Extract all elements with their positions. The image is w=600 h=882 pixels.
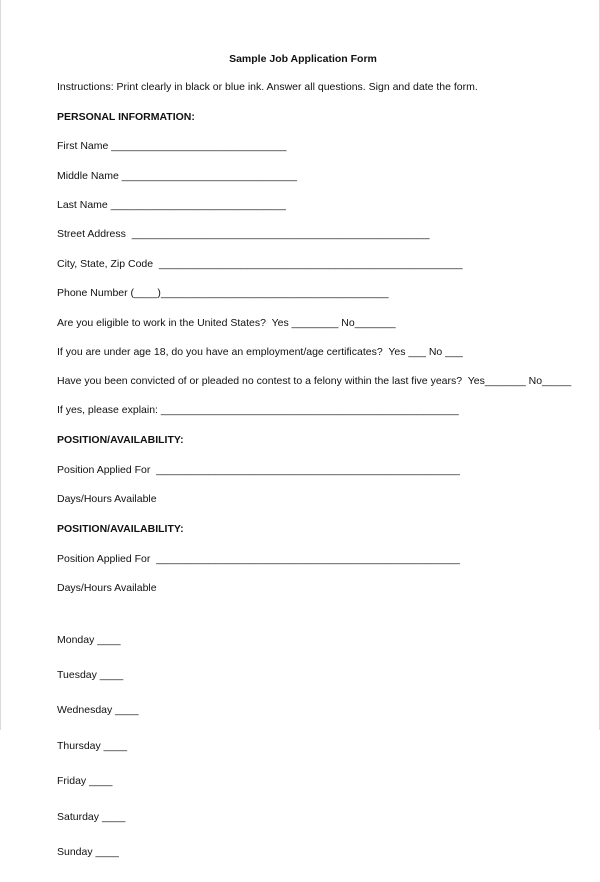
- under-18-question[interactable]: If you are under age 18, do you have an employment/age certificates? Yes ___ No ___: [57, 346, 463, 358]
- day-friday-field[interactable]: Friday ____: [57, 775, 113, 788]
- day-monday-field[interactable]: Monday ____: [57, 633, 121, 646]
- day-tuesday-field[interactable]: Tuesday ____: [57, 668, 124, 681]
- day-saturday-field[interactable]: Saturday ____: [57, 810, 126, 823]
- day-sunday-field[interactable]: Sunday ____: [57, 845, 119, 858]
- position-availability-heading-1: POSITION/AVAILABILITY:: [57, 434, 184, 446]
- position-availability-heading-2: POSITION/AVAILABILITY:: [57, 523, 184, 535]
- day-wednesday-field[interactable]: Wednesday ____: [57, 704, 139, 717]
- city-state-zip-field[interactable]: City, State, Zip Code ____________________________________________________: [57, 258, 463, 270]
- day-thursday-field[interactable]: Thursday ____: [57, 739, 128, 752]
- explanation-field[interactable]: If yes, please explain: ___________________________________________________: [57, 404, 459, 416]
- days-hours-label-2: Days/Hours Available: [57, 582, 157, 594]
- eligibility-question[interactable]: Are you eligible to work in the United States? Yes ________ No_______: [57, 317, 396, 329]
- conviction-question[interactable]: Have you been convicted of or pleaded no contest to a felony within the last five years? Yes_______ No_____: [57, 375, 572, 387]
- days-availability-list: [57, 611, 139, 882]
- form-title: Sample Job Application Form: [229, 53, 377, 65]
- phone-number-field[interactable]: Phone Number (____)_______________________________________: [57, 287, 389, 299]
- instructions-text: Instructions: Print clearly in black or blue ink. Answer all questions. Sign and date the form.: [57, 81, 478, 93]
- street-address-field[interactable]: Street Address ___________________________________________________: [57, 228, 430, 240]
- middle-name-field[interactable]: Middle Name ______________________________: [57, 170, 297, 182]
- personal-info-heading: PERSONAL INFORMATION:: [57, 111, 195, 123]
- position-applied-field-2[interactable]: Position Applied For ____________________________________________________: [57, 553, 460, 565]
- days-hours-label-1: Days/Hours Available: [57, 493, 157, 505]
- page-left-border: [0, 0, 1, 730]
- first-name-field[interactable]: First Name ______________________________: [57, 140, 287, 152]
- last-name-field[interactable]: Last Name ______________________________: [57, 199, 286, 211]
- position-applied-field-1[interactable]: Position Applied For ____________________________________________________: [57, 464, 460, 476]
